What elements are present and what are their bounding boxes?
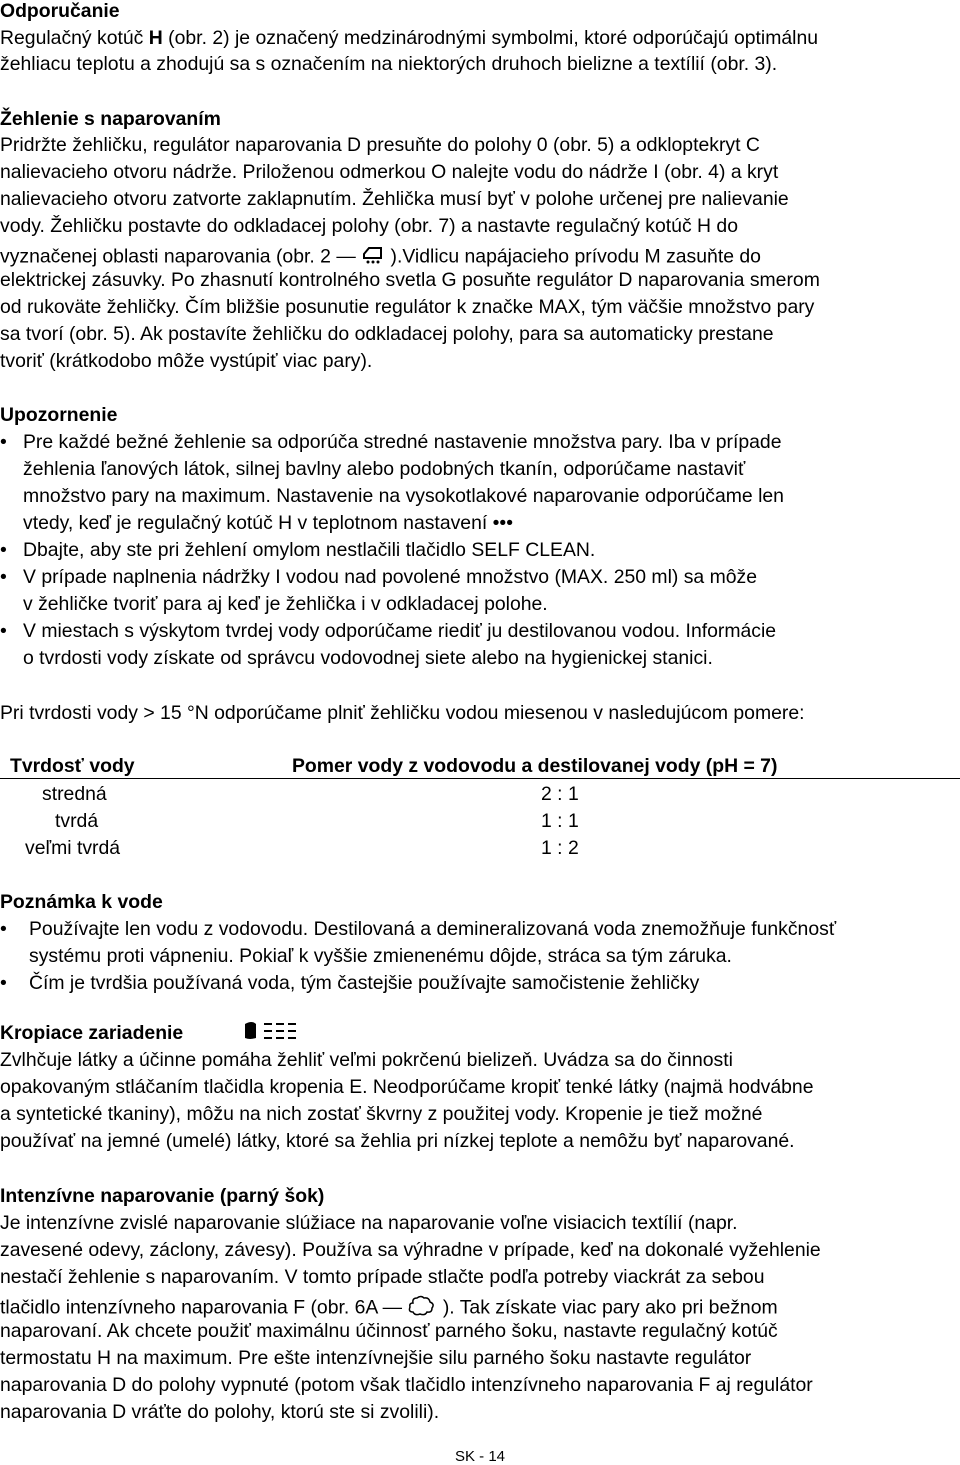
paragraph-line: zavesené odevy, záclony, závesy). Používa sa výhradne v prípade, keď na dokonalé vyžehlenie <box>0 1239 821 1261</box>
paragraph-line: Zvlhčuje látky a účinne pomáha žehliť veľmi pokrčenú bielizeň. Uvádza sa do činnosti <box>0 1049 733 1071</box>
table-cell: veľmi tvrdá <box>25 837 121 859</box>
bullet-icon: • <box>0 539 7 561</box>
list-item: Používajte len vodu z vodovodu. Destilovaná a demineralizovaná voda znemožňuje funkčnosť <box>29 918 837 940</box>
list-item: Čím je tvrdšia používaná voda, tým častejšie používajte samočistenie žehličky <box>29 972 700 994</box>
paragraph-line: termostatu H na maximum. Pre ešte intenzívnejšie silu parného šoku nastavte regulátor <box>0 1347 752 1369</box>
hardness-intro: Pri tvrdosti vody > 15 °N odporúčame plniť žehličku vodou miesenou v nasledujúcom pomere: <box>0 702 805 724</box>
list-item: o tvrdosti vody získate od správcu vodovodnej siete alebo na hygienickej stanici. <box>23 647 713 669</box>
paragraph-line: naparovania D vráťte do polohy, ktorú ste si zvolili). <box>0 1401 440 1423</box>
spray-icon <box>242 1018 300 1048</box>
list-item: Dbajte, aby ste pri žehlení omylom nestlačili tlačidlo SELF CLEAN. <box>23 539 596 561</box>
list-item: systému proti vápneniu. Pokiaľ k vyššie zmienenému dôjde, stráca sa tým záruka. <box>29 945 732 967</box>
paragraph-line: nalievacieho otvoru zatvorte zaklapnutím. Žehlička musí byť v polohe určenej pre nalievanie <box>0 188 789 210</box>
table-cell: 1 : 2 <box>541 837 579 859</box>
paragraph-line: Regulačný kotúč H (obr. 2) je označený medzinárodnými symbolmi, ktoré odporúčajú optimálnu <box>0 27 819 49</box>
steam-burst-icon <box>407 1295 437 1321</box>
table-header-hardness: Tvrdosť vody <box>10 755 135 777</box>
table-cell: 1 : 1 <box>541 810 579 832</box>
bullet-icon: • <box>0 620 7 642</box>
paragraph-line: sa tvorí (obr. 5). Ak postavíte žehličku do odkladacej polohy, para sa automaticky prestane <box>0 323 774 345</box>
paragraph-line: tlačidlo intenzívneho naparovania F (obr. 6A — ). Tak získate viac pary ako pri bežnom <box>0 1295 778 1321</box>
table-cell: tvrdá <box>55 810 99 832</box>
table-header-ratio: Pomer vody z vodovodu a destilovanej vody (pH = 7) <box>292 755 778 777</box>
paragraph-line: naparovaní. Ak chcete použiť maximálnu účinnosť parného šoku, nastavte regulačný kotúč <box>0 1320 778 1342</box>
bullet-icon: • <box>0 431 7 453</box>
bullet-icon: • <box>0 566 7 588</box>
steam-icon <box>361 244 385 270</box>
paragraph-line: vyznačenej oblasti naparovania (obr. 2 — ).Vidlicu napájacieho prívodu M zasuňte do <box>0 244 761 270</box>
list-item: V miestach s výskytom tvrdej vody odporúčame riediť ju destilovanou vodou. Informácie <box>23 620 777 642</box>
list-item: žehlenia ľanových látok, silnej bavlny alebo podobných tkanín, odporúčame nastaviť <box>23 458 746 480</box>
paragraph-line: Je intenzívne zvislé naparovanie slúžiace na naparovanie voľne visiacich textílií (napr. <box>0 1212 738 1234</box>
table-rule <box>0 778 960 779</box>
heading-naparovanie: Žehlenie s naparovaním <box>0 108 221 130</box>
paragraph-line: vody. Žehličku postavte do odkladacej polohy (obr. 7) a nastavte regulačný kotúč H do <box>0 215 738 237</box>
list-item: vtedy, keď je regulačný kotúč H v teplotnom nastavení ••• <box>23 512 514 534</box>
heading-kropiace: Kropiace zariadenie <box>0 1022 184 1044</box>
heading-poznamka: Poznámka k vode <box>0 891 163 913</box>
paragraph-line: tvoriť (krátkodobo môže vystúpiť viac pary). <box>0 350 373 372</box>
heading-upozornenie: Upozornenie <box>0 404 118 426</box>
list-item: Pre každé bežné žehlenie sa odporúča stredné nastavenie množstva pary. Iba v prípade <box>23 431 782 453</box>
paragraph-line: od rukoväte žehličky. Čím bližšie posunutie regulátor k značke MAX, tým väčšie množstvo pary <box>0 296 815 318</box>
page-number: SK - 14 <box>454 1448 506 1465</box>
paragraph-line: žehliacu teplotu a zhodujú sa s označením na niektorých druhoch bielizne a textílií (obr. 3). <box>0 53 778 75</box>
paragraph-line: používať na jemné (umelé) látky, ktoré sa žehlia pri nízkej teplote a nemôžu byť naparované. <box>0 1130 795 1152</box>
paragraph-line: elektrickej zásuvky. Po zhasnutí kontrolného svetla G posuňte regulátor D naparovania smerom <box>0 269 820 291</box>
paragraph-line: a syntetické tkaniny), môžu na nich zostať škvrny z použitej vody. Kropenie je tiež možné <box>0 1103 763 1125</box>
paragraph-line: nalievacieho otvoru nádrže. Priloženou odmerkou O nalejte vodu do nádrže I (obr. 4) a kryt <box>0 161 779 183</box>
bullet-icon: • <box>0 972 7 994</box>
paragraph-line: nestačí žehlenie s naparovaním. V tomto prípade stlačte podľa potreby viackrát za sebou <box>0 1266 765 1288</box>
table-cell: 2 : 1 <box>541 783 579 805</box>
list-item: v žehličke tvoriť para aj keď je žehlička i v odkladacej polohe. <box>23 593 548 615</box>
paragraph-line: opakovaným stláčaním tlačidla kropenia E. Neodporúčame kropiť tenké látky (najmä hodvábne <box>0 1076 814 1098</box>
heading-intenzivne: Intenzívne naparovanie (parný šok) <box>0 1185 325 1207</box>
heading-odporucanie: Odporučanie <box>0 0 120 22</box>
table-cell: stredná <box>42 783 107 805</box>
bullet-icon: • <box>0 918 7 940</box>
paragraph-line: Pridržte žehličku, regulátor naparovania D presuňte do polohy 0 (obr. 5) a odkloptekryt C <box>0 134 760 156</box>
list-item: množstvo pary na maximum. Nastavenie na vysokotlakové naparovanie odporúčame len <box>23 485 784 507</box>
paragraph-line: naparovania D do polohy vypnuté (potom však tlačidlo intenzívneho naparovania F aj regulátor <box>0 1374 813 1396</box>
list-item: V prípade naplnenia nádržky I vodou nad povolené množstvo (MAX. 250 ml) sa môže <box>23 566 758 588</box>
